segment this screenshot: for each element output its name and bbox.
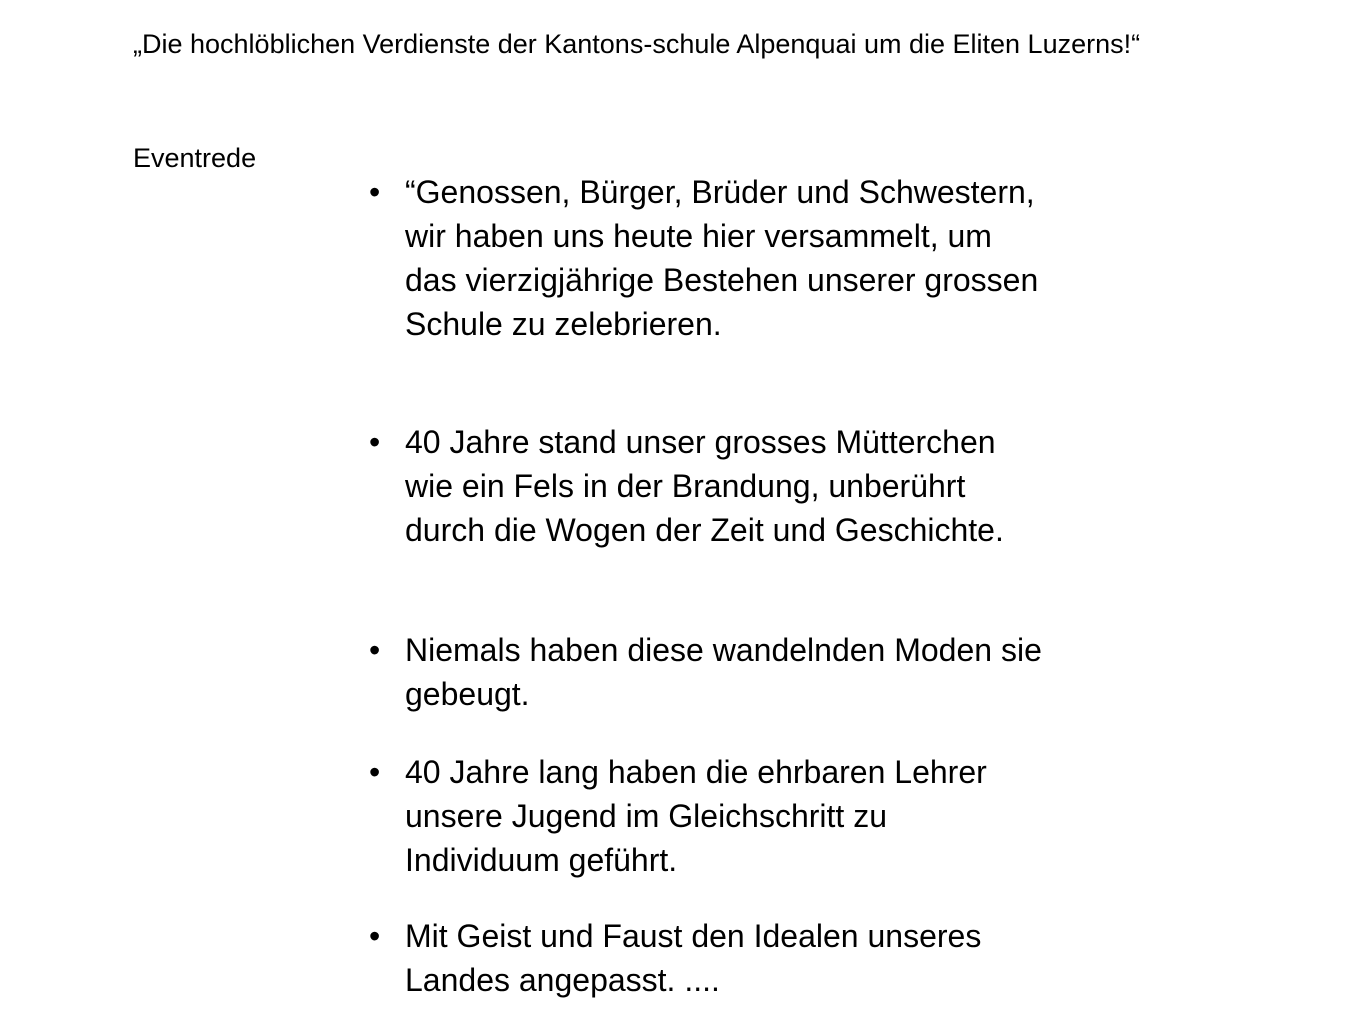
page-subtitle: Eventrede <box>133 143 257 173</box>
bullet-marker: • <box>369 424 381 460</box>
bullet-marker: • <box>369 632 381 668</box>
bullet-item <box>369 628 1045 716</box>
bullet-text: 40 Jahre lang haben die ehrbaren Lehrer unsere Jugend im Gleichschritt zu Individuum geführt. <box>405 754 987 878</box>
bullet-item <box>369 420 1045 552</box>
bullet-text: Niemals haben diese wandelnden Moden sie gebeugt. <box>405 632 1042 712</box>
bullet-marker: • <box>369 754 381 790</box>
page-title: „Die hochlöblichen Verdienste der Kantons-schule Alpenquai um die Eliten Luzerns!“ <box>133 29 1141 59</box>
bullet-item <box>369 170 1045 346</box>
bullet-item <box>369 750 1045 882</box>
bullet-marker: • <box>369 918 381 954</box>
bullet-item <box>369 914 1045 1002</box>
bullet-text: 40 Jahre stand unser grosses Mütterchen wie ein Fels in der Brandung, unberührt durch die Wogen der Zeit und Geschichte. <box>405 424 1004 548</box>
bullet-text: “Genossen, Bürger, Brüder und Schwestern, wir haben uns heute hier versammelt, um das vierzigjährige Bestehen unserer grossen Schule zu zelebrieren. <box>405 174 1039 342</box>
bullet-text: Mit Geist und Faust den Idealen unseres Landes angepasst. .... <box>405 918 982 998</box>
bullet-marker: • <box>369 174 381 210</box>
